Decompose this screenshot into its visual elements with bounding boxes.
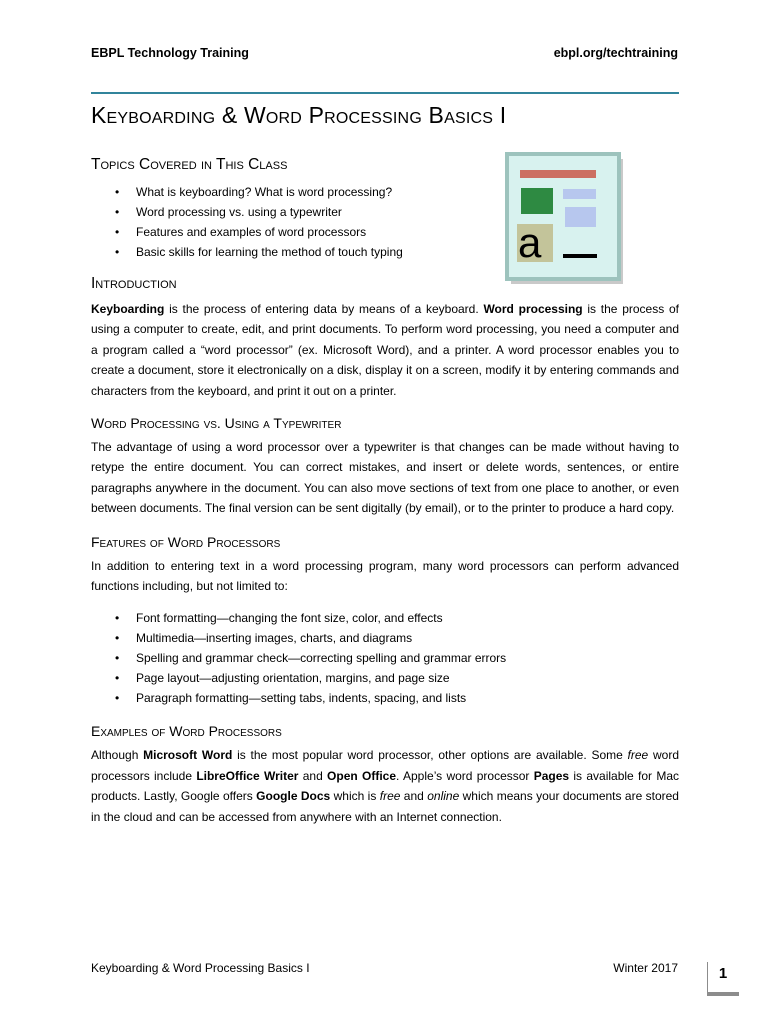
examples-heading: Examples of Word Processors — [91, 723, 282, 740]
introduction-paragraph: Keyboarding is the process of entering data by means of a keyboard. Word processing is the process of using a computer to create, edit, and print documents. To perform word processing, you need a computer and a program called a “word processor” (ex. Microsoft Word), and a printer. A word processor enables you to create a document, store it electronically on a disk, display it on a screen, modify it by entering commands and characters from the keyboard, and print it out on a printer. — [91, 302, 679, 398]
page-number-box — [707, 962, 739, 996]
footer-title: Keyboarding & Word Processing Basics I — [91, 961, 310, 975]
topics-heading: Topics Covered in This Class — [91, 156, 288, 173]
page-footer — [91, 961, 678, 977]
header-org: EBPL Technology Training — [91, 46, 249, 60]
footer-date: Winter 2017 — [613, 961, 678, 975]
typewriter-heading: Word Processing vs. Using a Typewriter — [91, 415, 342, 432]
list-item: • Page layout—adjusting orientation, margins, and page size — [136, 668, 679, 688]
features-list — [91, 608, 679, 708]
page-header — [91, 46, 678, 66]
term-word-processing: Word processing — [483, 302, 583, 316]
list-item: • Features and examples of word processors — [136, 222, 516, 242]
list-item: • Word processing vs. using a typewriter — [136, 202, 516, 222]
header-url[interactable]: ebpl.org/techtraining — [553, 46, 678, 60]
list-item: • Spelling and grammar check—correcting spelling and grammar errors — [136, 648, 679, 668]
list-item: • Paragraph formatting—setting tabs, indents, spacing, and lists — [136, 688, 679, 708]
topics-list — [91, 182, 516, 262]
typewriter-paragraph: The advantage of using a word processor over a typewriter is that changes can be made without having to retype the entire document. You can correct mistakes, and insert or delete words, sentences, or entire paragraphs anywhere in the document. You can also move sections of text from one place to another, or even between documents. The final version can be sent digitally (by email), or to the printer to produce a hard copy. — [91, 440, 679, 516]
document-title: Keyboarding & Word Processing Basics I — [91, 102, 507, 128]
header-rule — [91, 92, 679, 94]
list-item: • Font formatting—changing the font size, color, and effects — [136, 608, 679, 628]
examples-paragraph: Although Microsoft Word is the most popular word processor, other options are available. Some free word processors include LibreOffice Writer and Open Office. Apple’s word processor Pages is available for Mac products. Lastly, Google offers Google Docs which is free and online which means your documents are stored in the cloud and can be accessed from anywhere with an Internet connection. — [91, 748, 679, 824]
features-heading: Features of Word Processors — [91, 533, 281, 550]
main-content — [91, 150, 679, 827]
introduction-heading: Introduction — [91, 275, 177, 292]
features-intro: In addition to entering text in a word processing program, many word processors can perform advanced functions including, but not limited to: — [91, 558, 679, 594]
list-item: • Multimedia—inserting images, charts, and diagrams — [136, 628, 679, 648]
page-number: 1 — [718, 965, 728, 982]
term-keyboarding: Keyboarding — [91, 302, 165, 316]
list-item: • Basic skills for learning the method of touch typing — [136, 242, 516, 262]
list-item: • What is keyboarding? What is word processing? — [136, 182, 516, 202]
clipart-letter: a — [518, 219, 542, 266]
